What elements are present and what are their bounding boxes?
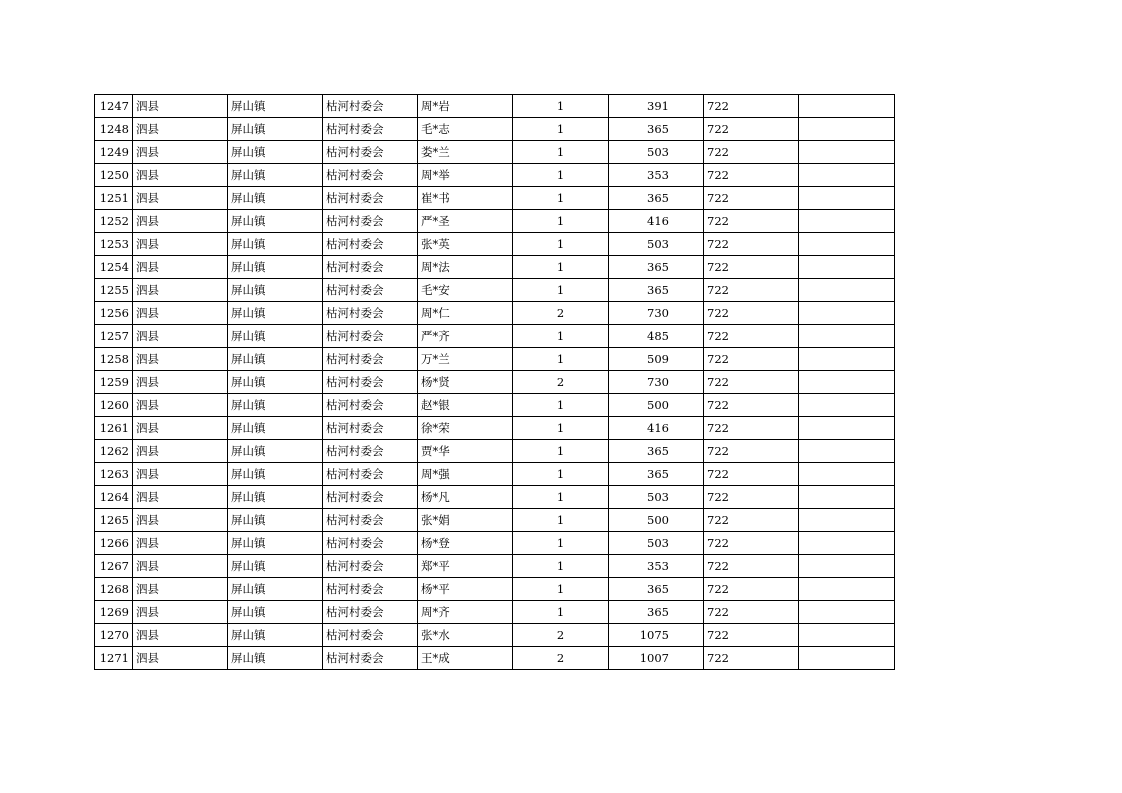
code-cell: 722 xyxy=(704,95,799,118)
person-name-cell: 徐*荣 xyxy=(418,417,513,440)
county-cell: 泗县 xyxy=(133,647,228,670)
row-number-cell: 1252 xyxy=(95,210,133,233)
note-cell xyxy=(799,118,895,141)
county-cell: 泗县 xyxy=(133,256,228,279)
amount-cell: 416 xyxy=(609,417,704,440)
county-cell: 泗县 xyxy=(133,302,228,325)
row-number-cell: 1259 xyxy=(95,371,133,394)
household-count-cell: 1 xyxy=(513,486,609,509)
household-count-cell: 1 xyxy=(513,95,609,118)
amount-cell: 365 xyxy=(609,463,704,486)
person-name-cell: 严*圣 xyxy=(418,210,513,233)
code-cell: 722 xyxy=(704,118,799,141)
amount-cell: 365 xyxy=(609,118,704,141)
note-cell xyxy=(799,555,895,578)
amount-cell: 416 xyxy=(609,210,704,233)
code-cell: 722 xyxy=(704,440,799,463)
table-row xyxy=(95,647,895,670)
row-number-cell: 1253 xyxy=(95,233,133,256)
county-cell: 泗县 xyxy=(133,394,228,417)
amount-cell: 365 xyxy=(609,440,704,463)
county-cell: 泗县 xyxy=(133,440,228,463)
county-cell: 泗县 xyxy=(133,325,228,348)
village-cell: 枯河村委会 xyxy=(323,256,418,279)
village-cell: 枯河村委会 xyxy=(323,279,418,302)
town-cell: 屏山镇 xyxy=(228,486,323,509)
amount-cell: 500 xyxy=(609,394,704,417)
code-cell: 722 xyxy=(704,371,799,394)
village-cell: 枯河村委会 xyxy=(323,555,418,578)
village-cell: 枯河村委会 xyxy=(323,371,418,394)
note-cell xyxy=(799,394,895,417)
household-count-cell: 1 xyxy=(513,532,609,555)
household-count-cell: 1 xyxy=(513,555,609,578)
table-row xyxy=(95,118,895,141)
household-count-cell: 1 xyxy=(513,141,609,164)
data-sheet xyxy=(94,94,895,670)
village-cell: 枯河村委会 xyxy=(323,233,418,256)
person-name-cell: 严*齐 xyxy=(418,325,513,348)
village-cell: 枯河村委会 xyxy=(323,486,418,509)
amount-cell: 365 xyxy=(609,601,704,624)
amount-cell: 503 xyxy=(609,532,704,555)
code-cell: 722 xyxy=(704,302,799,325)
row-number-cell: 1260 xyxy=(95,394,133,417)
county-cell: 泗县 xyxy=(133,164,228,187)
county-cell: 泗县 xyxy=(133,532,228,555)
county-cell: 泗县 xyxy=(133,233,228,256)
county-cell: 泗县 xyxy=(133,601,228,624)
note-cell xyxy=(799,417,895,440)
village-cell: 枯河村委会 xyxy=(323,118,418,141)
table-body xyxy=(95,95,895,670)
county-cell: 泗县 xyxy=(133,95,228,118)
table-row xyxy=(95,141,895,164)
note-cell xyxy=(799,578,895,601)
row-number-cell: 1271 xyxy=(95,647,133,670)
code-cell: 722 xyxy=(704,509,799,532)
amount-cell: 353 xyxy=(609,555,704,578)
note-cell xyxy=(799,279,895,302)
note-cell xyxy=(799,371,895,394)
records-table xyxy=(94,94,895,670)
code-cell: 722 xyxy=(704,233,799,256)
town-cell: 屏山镇 xyxy=(228,233,323,256)
table-row xyxy=(95,394,895,417)
note-cell xyxy=(799,348,895,371)
code-cell: 722 xyxy=(704,417,799,440)
table-row xyxy=(95,578,895,601)
county-cell: 泗县 xyxy=(133,348,228,371)
table-row xyxy=(95,371,895,394)
code-cell: 722 xyxy=(704,532,799,555)
household-count-cell: 1 xyxy=(513,463,609,486)
note-cell xyxy=(799,601,895,624)
amount-cell: 365 xyxy=(609,187,704,210)
table-row xyxy=(95,348,895,371)
table-row xyxy=(95,417,895,440)
code-cell: 722 xyxy=(704,141,799,164)
table-row xyxy=(95,302,895,325)
note-cell xyxy=(799,256,895,279)
row-number-cell: 1257 xyxy=(95,325,133,348)
town-cell: 屏山镇 xyxy=(228,164,323,187)
town-cell: 屏山镇 xyxy=(228,601,323,624)
table-row xyxy=(95,463,895,486)
note-cell xyxy=(799,141,895,164)
person-name-cell: 张*娟 xyxy=(418,509,513,532)
household-count-cell: 1 xyxy=(513,348,609,371)
person-name-cell: 杨*凡 xyxy=(418,486,513,509)
town-cell: 屏山镇 xyxy=(228,647,323,670)
town-cell: 屏山镇 xyxy=(228,95,323,118)
note-cell xyxy=(799,532,895,555)
row-number-cell: 1255 xyxy=(95,279,133,302)
person-name-cell: 周*仁 xyxy=(418,302,513,325)
town-cell: 屏山镇 xyxy=(228,302,323,325)
household-count-cell: 1 xyxy=(513,187,609,210)
household-count-cell: 1 xyxy=(513,118,609,141)
person-name-cell: 周*强 xyxy=(418,463,513,486)
town-cell: 屏山镇 xyxy=(228,210,323,233)
code-cell: 722 xyxy=(704,624,799,647)
county-cell: 泗县 xyxy=(133,118,228,141)
row-number-cell: 1262 xyxy=(95,440,133,463)
village-cell: 枯河村委会 xyxy=(323,601,418,624)
amount-cell: 503 xyxy=(609,233,704,256)
county-cell: 泗县 xyxy=(133,486,228,509)
code-cell: 722 xyxy=(704,647,799,670)
note-cell xyxy=(799,647,895,670)
amount-cell: 365 xyxy=(609,578,704,601)
note-cell xyxy=(799,463,895,486)
household-count-cell: 1 xyxy=(513,440,609,463)
household-count-cell: 2 xyxy=(513,371,609,394)
county-cell: 泗县 xyxy=(133,210,228,233)
person-name-cell: 万*兰 xyxy=(418,348,513,371)
table-row xyxy=(95,486,895,509)
village-cell: 枯河村委会 xyxy=(323,95,418,118)
household-count-cell: 1 xyxy=(513,578,609,601)
village-cell: 枯河村委会 xyxy=(323,210,418,233)
village-cell: 枯河村委会 xyxy=(323,417,418,440)
county-cell: 泗县 xyxy=(133,624,228,647)
amount-cell: 365 xyxy=(609,256,704,279)
amount-cell: 391 xyxy=(609,95,704,118)
village-cell: 枯河村委会 xyxy=(323,302,418,325)
person-name-cell: 贾*华 xyxy=(418,440,513,463)
village-cell: 枯河村委会 xyxy=(323,463,418,486)
household-count-cell: 1 xyxy=(513,256,609,279)
row-number-cell: 1248 xyxy=(95,118,133,141)
county-cell: 泗县 xyxy=(133,371,228,394)
note-cell xyxy=(799,325,895,348)
village-cell: 枯河村委会 xyxy=(323,624,418,647)
person-name-cell: 张*水 xyxy=(418,624,513,647)
village-cell: 枯河村委会 xyxy=(323,578,418,601)
code-cell: 722 xyxy=(704,164,799,187)
household-count-cell: 1 xyxy=(513,394,609,417)
household-count-cell: 1 xyxy=(513,509,609,532)
person-name-cell: 王*成 xyxy=(418,647,513,670)
note-cell xyxy=(799,302,895,325)
town-cell: 屏山镇 xyxy=(228,256,323,279)
row-number-cell: 1249 xyxy=(95,141,133,164)
person-name-cell: 杨*登 xyxy=(418,532,513,555)
row-number-cell: 1266 xyxy=(95,532,133,555)
amount-cell: 730 xyxy=(609,302,704,325)
note-cell xyxy=(799,624,895,647)
table-row xyxy=(95,601,895,624)
village-cell: 枯河村委会 xyxy=(323,647,418,670)
town-cell: 屏山镇 xyxy=(228,417,323,440)
amount-cell: 509 xyxy=(609,348,704,371)
household-count-cell: 1 xyxy=(513,164,609,187)
household-count-cell: 1 xyxy=(513,601,609,624)
county-cell: 泗县 xyxy=(133,279,228,302)
note-cell xyxy=(799,164,895,187)
row-number-cell: 1270 xyxy=(95,624,133,647)
note-cell xyxy=(799,210,895,233)
code-cell: 722 xyxy=(704,486,799,509)
table-row xyxy=(95,279,895,302)
table-row xyxy=(95,256,895,279)
household-count-cell: 2 xyxy=(513,302,609,325)
amount-cell: 353 xyxy=(609,164,704,187)
row-number-cell: 1264 xyxy=(95,486,133,509)
code-cell: 722 xyxy=(704,348,799,371)
table-row xyxy=(95,210,895,233)
town-cell: 屏山镇 xyxy=(228,624,323,647)
row-number-cell: 1247 xyxy=(95,95,133,118)
village-cell: 枯河村委会 xyxy=(323,325,418,348)
county-cell: 泗县 xyxy=(133,141,228,164)
code-cell: 722 xyxy=(704,325,799,348)
amount-cell: 365 xyxy=(609,279,704,302)
table-row xyxy=(95,95,895,118)
town-cell: 屏山镇 xyxy=(228,118,323,141)
county-cell: 泗县 xyxy=(133,187,228,210)
row-number-cell: 1263 xyxy=(95,463,133,486)
county-cell: 泗县 xyxy=(133,509,228,532)
table-row xyxy=(95,555,895,578)
household-count-cell: 1 xyxy=(513,279,609,302)
note-cell xyxy=(799,95,895,118)
household-count-cell: 1 xyxy=(513,417,609,440)
note-cell xyxy=(799,440,895,463)
person-name-cell: 张*英 xyxy=(418,233,513,256)
town-cell: 屏山镇 xyxy=(228,348,323,371)
code-cell: 722 xyxy=(704,279,799,302)
town-cell: 屏山镇 xyxy=(228,371,323,394)
town-cell: 屏山镇 xyxy=(228,141,323,164)
table-row xyxy=(95,187,895,210)
note-cell xyxy=(799,509,895,532)
person-name-cell: 杨*贤 xyxy=(418,371,513,394)
table-row xyxy=(95,440,895,463)
village-cell: 枯河村委会 xyxy=(323,532,418,555)
amount-cell: 1075 xyxy=(609,624,704,647)
code-cell: 722 xyxy=(704,210,799,233)
village-cell: 枯河村委会 xyxy=(323,187,418,210)
village-cell: 枯河村委会 xyxy=(323,164,418,187)
town-cell: 屏山镇 xyxy=(228,394,323,417)
amount-cell: 485 xyxy=(609,325,704,348)
person-name-cell: 周*举 xyxy=(418,164,513,187)
household-count-cell: 2 xyxy=(513,647,609,670)
code-cell: 722 xyxy=(704,187,799,210)
county-cell: 泗县 xyxy=(133,555,228,578)
town-cell: 屏山镇 xyxy=(228,509,323,532)
code-cell: 722 xyxy=(704,555,799,578)
row-number-cell: 1269 xyxy=(95,601,133,624)
code-cell: 722 xyxy=(704,394,799,417)
table-row xyxy=(95,164,895,187)
county-cell: 泗县 xyxy=(133,417,228,440)
row-number-cell: 1256 xyxy=(95,302,133,325)
amount-cell: 503 xyxy=(609,141,704,164)
person-name-cell: 郑*平 xyxy=(418,555,513,578)
code-cell: 722 xyxy=(704,578,799,601)
household-count-cell: 1 xyxy=(513,233,609,256)
code-cell: 722 xyxy=(704,601,799,624)
row-number-cell: 1268 xyxy=(95,578,133,601)
county-cell: 泗县 xyxy=(133,578,228,601)
row-number-cell: 1250 xyxy=(95,164,133,187)
village-cell: 枯河村委会 xyxy=(323,509,418,532)
person-name-cell: 娄*兰 xyxy=(418,141,513,164)
table-row xyxy=(95,624,895,647)
table-row xyxy=(95,532,895,555)
amount-cell: 1007 xyxy=(609,647,704,670)
table-row xyxy=(95,509,895,532)
code-cell: 722 xyxy=(704,256,799,279)
note-cell xyxy=(799,486,895,509)
row-number-cell: 1254 xyxy=(95,256,133,279)
note-cell xyxy=(799,187,895,210)
person-name-cell: 崔*书 xyxy=(418,187,513,210)
amount-cell: 730 xyxy=(609,371,704,394)
amount-cell: 503 xyxy=(609,486,704,509)
household-count-cell: 1 xyxy=(513,325,609,348)
person-name-cell: 杨*平 xyxy=(418,578,513,601)
person-name-cell: 周*岩 xyxy=(418,95,513,118)
town-cell: 屏山镇 xyxy=(228,440,323,463)
person-name-cell: 周*齐 xyxy=(418,601,513,624)
code-cell: 722 xyxy=(704,463,799,486)
village-cell: 枯河村委会 xyxy=(323,440,418,463)
town-cell: 屏山镇 xyxy=(228,463,323,486)
village-cell: 枯河村委会 xyxy=(323,394,418,417)
household-count-cell: 1 xyxy=(513,210,609,233)
row-number-cell: 1267 xyxy=(95,555,133,578)
person-name-cell: 赵*银 xyxy=(418,394,513,417)
town-cell: 屏山镇 xyxy=(228,325,323,348)
person-name-cell: 毛*安 xyxy=(418,279,513,302)
row-number-cell: 1261 xyxy=(95,417,133,440)
row-number-cell: 1251 xyxy=(95,187,133,210)
table-row xyxy=(95,233,895,256)
note-cell xyxy=(799,233,895,256)
person-name-cell: 周*法 xyxy=(418,256,513,279)
village-cell: 枯河村委会 xyxy=(323,141,418,164)
town-cell: 屏山镇 xyxy=(228,555,323,578)
amount-cell: 500 xyxy=(609,509,704,532)
town-cell: 屏山镇 xyxy=(228,279,323,302)
row-number-cell: 1258 xyxy=(95,348,133,371)
row-number-cell: 1265 xyxy=(95,509,133,532)
county-cell: 泗县 xyxy=(133,463,228,486)
town-cell: 屏山镇 xyxy=(228,578,323,601)
town-cell: 屏山镇 xyxy=(228,187,323,210)
table-row xyxy=(95,325,895,348)
person-name-cell: 毛*志 xyxy=(418,118,513,141)
town-cell: 屏山镇 xyxy=(228,532,323,555)
village-cell: 枯河村委会 xyxy=(323,348,418,371)
household-count-cell: 2 xyxy=(513,624,609,647)
